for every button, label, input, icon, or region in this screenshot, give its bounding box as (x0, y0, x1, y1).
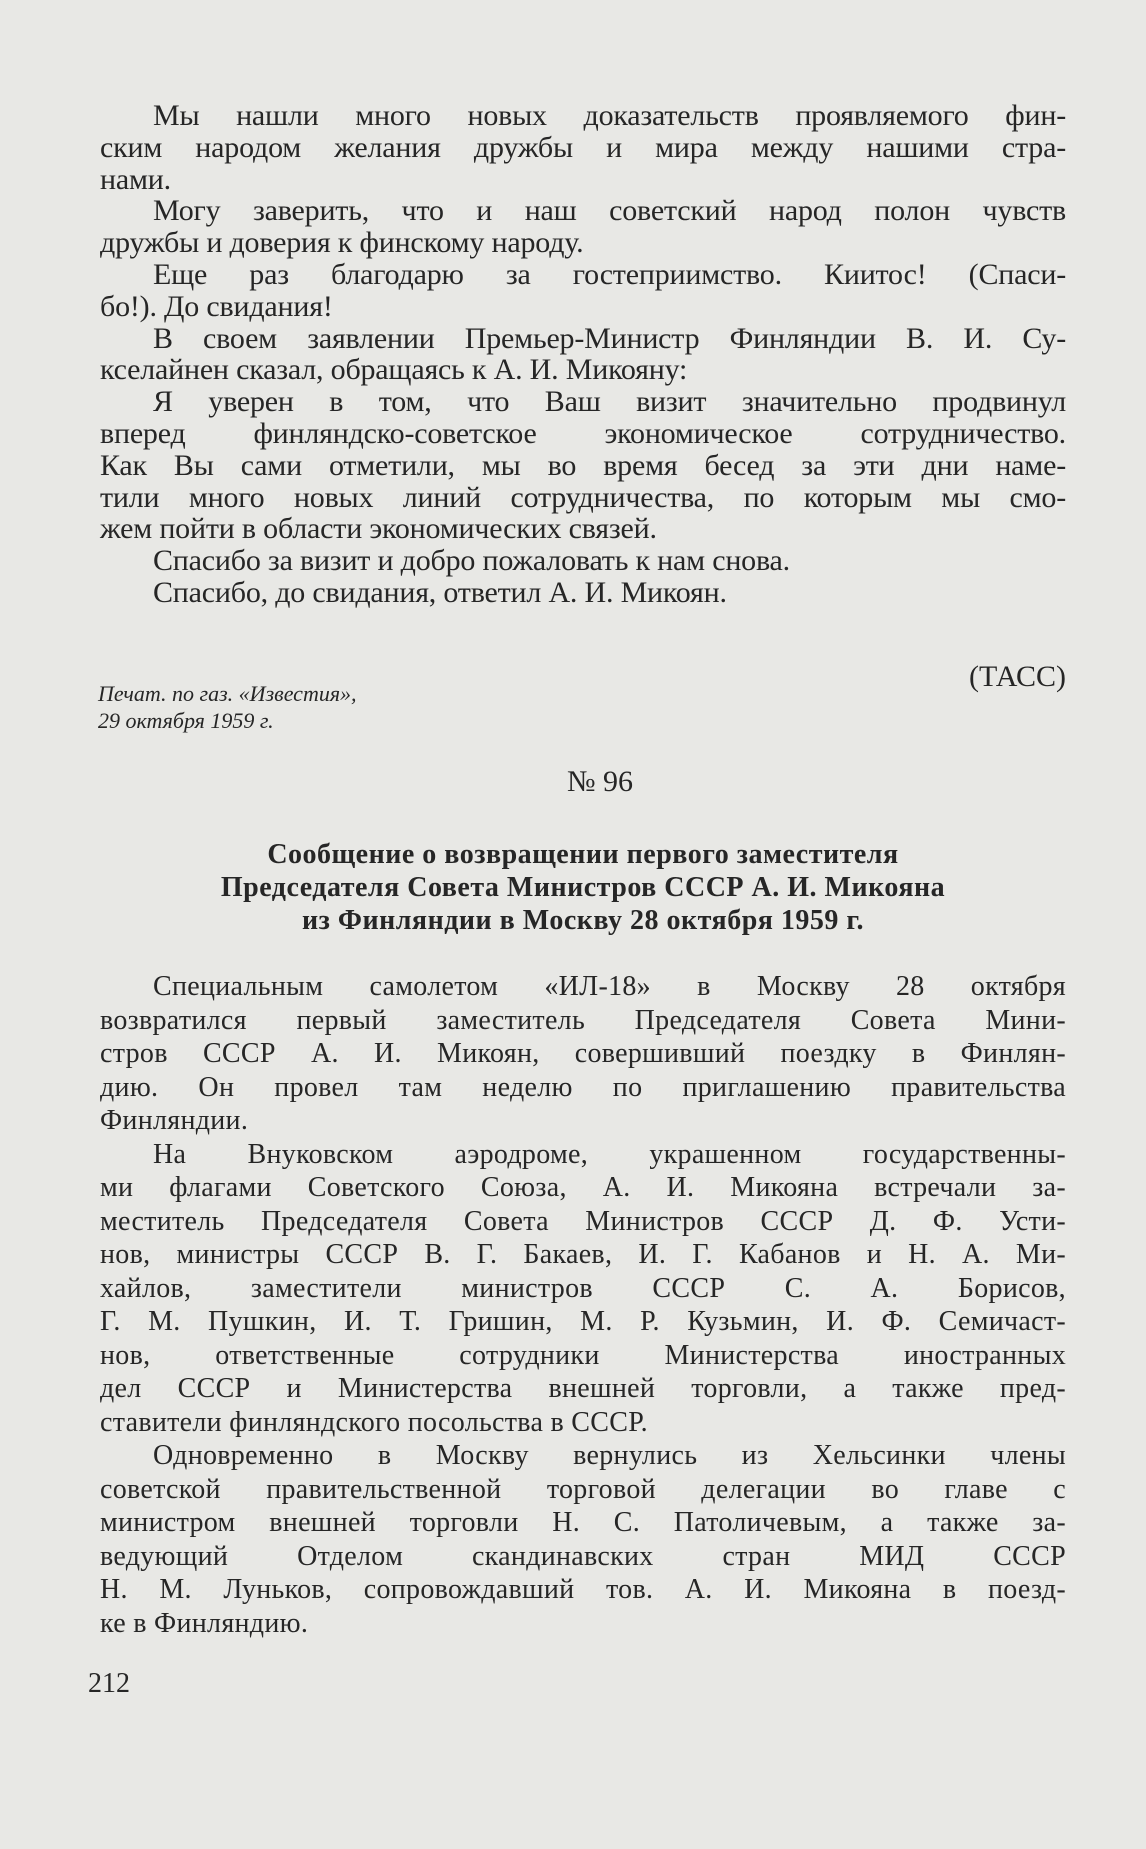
text-line: меститель Председателя Совета Министров СССР Д. Ф. Усти- (100, 1205, 1066, 1237)
text-line: бо!). До свидания! (100, 289, 333, 323)
text-line: министром внешней торговли Н. С. Патоличевым, а также за- (100, 1507, 1066, 1538)
text-line: дию. Он провел там неделю по приглашению правительства (100, 1071, 1066, 1103)
text-line: возвратился первый заместитель Председателя Совета Мини- (100, 1004, 1066, 1036)
page-number: 212 (88, 1668, 130, 1699)
document-number: № 96 (566, 765, 634, 798)
title-line: Председателя Совета Министров СССР А. И. Микояна (220, 872, 946, 903)
source-date: 29 октября 1959 г. (98, 708, 274, 733)
text-line: ведующий Отделом скандинавских стран МИД СССР (100, 1540, 1066, 1572)
text-line: Мы нашли много новых доказательств проявляемого фин- (153, 99, 1066, 132)
text-line: ским народом желания дружбы и мира между нашими стра- (100, 130, 1066, 164)
text-line: дел СССР и Министерства внешней торговли, а также пред- (100, 1373, 1066, 1404)
source-note (98, 680, 357, 734)
text-line: Я уверен в том, что Ваш визит значительно продвинул (153, 385, 1066, 419)
text-line: Спасибо, до свидания, ответил А. И. Микоян. (153, 575, 727, 609)
text-line: Г. М. Пушкин, И. Т. Гришин, М. Р. Кузьмин, И. Ф. Семичаст- (100, 1306, 1066, 1337)
text-line: кселайнен сказал, обращаясь к А. И. Микояну: (100, 353, 688, 387)
text-line: дружбы и доверия к финскому народу. (100, 226, 584, 260)
title-line: из Финляндии в Москву 28 октября 1959 г. (302, 905, 864, 936)
text-line: Могу заверить, что и наш советский народ полон чувств (153, 194, 1066, 228)
title-line: Сообщение о возвращении первого заместителя (267, 839, 899, 870)
text-line: нов, министры СССР В. Г. Бакаев, И. Г. Кабанов и Н. А. Ми- (100, 1239, 1066, 1270)
text-line: ми флагами Советского Союза, А. И. Микояна встречали за- (100, 1172, 1066, 1203)
text-line: Спасибо за визит и добро пожаловать к нам снова. (153, 544, 790, 578)
text-line: жем пойти в области экономических связей. (100, 512, 657, 546)
text-line: советской правительственной торговой делегации во главе с (100, 1473, 1066, 1505)
text-line: ставители финляндского посольства в СССР. (100, 1406, 648, 1438)
text-line: нов, ответственные сотрудники Министерства иностранных (100, 1339, 1066, 1371)
text-line: ке в Финляндию. (100, 1607, 309, 1639)
text-line: вперед финляндско-советское экономическое сотрудничество. (100, 416, 1066, 450)
text-line: нами. (100, 162, 171, 196)
attribution-tass: (ТАСС) (968, 660, 1066, 693)
text-line: Н. М. Луньков, сопровождавший тов. А. И. Микояна в поезд- (100, 1574, 1066, 1605)
text-line: Специальным самолетом «ИЛ-18» в Москву 28 октября (153, 971, 1066, 1002)
text-line: тили много новых линий сотрудничества, по которым мы смо- (100, 480, 1066, 514)
text-line: Одновременно в Москву вернулись из Хельсинки члены (153, 1440, 1066, 1471)
report-text (100, 970, 1066, 1640)
text-line: хайлов, заместители министров СССР С. А. Борисов, (100, 1272, 1066, 1304)
text-line: стров СССР А. И. Микоян, совершивший поездку в Финлян- (100, 1038, 1066, 1069)
text-line: Еще раз благодарю за гостеприимство. Киитос! (Спаси- (153, 257, 1066, 291)
text-line: Как Вы сами отметили, мы во время бесед за эти дни наме- (100, 448, 1066, 482)
document-title (130, 838, 1036, 937)
text-line: На Внуковском аэродроме, украшенном государственны- (153, 1138, 1066, 1170)
source-line: Печат. по газ. «Известия», (98, 681, 357, 706)
statement-text (100, 100, 1066, 609)
text-line: Финляндии. (100, 1105, 249, 1136)
text-line: В своем заявлении Премьер-Министр Финляндии В. И. Су- (153, 321, 1066, 355)
